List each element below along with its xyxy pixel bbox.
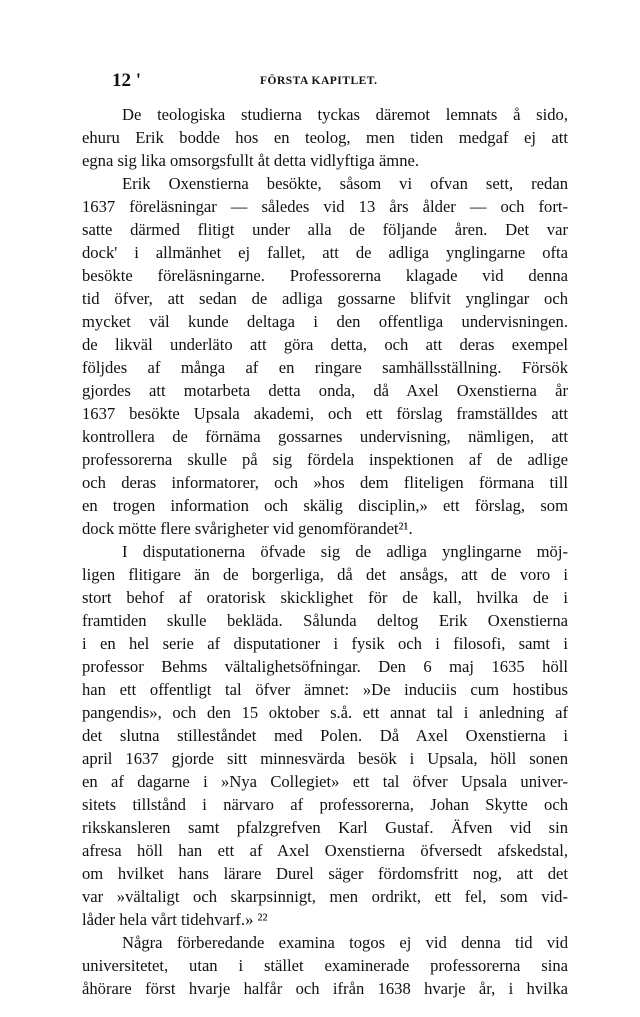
text-line: universitetet, utan i stället examinerade professorerna sina	[82, 956, 568, 975]
text-line: det slutna stilleståndet med Polen. Då Axel Oxenstierna i	[82, 726, 568, 745]
text-line: låder hela vårt tidehvarf.» ²²	[82, 910, 268, 929]
text-line: dock' i allmänhet ej fallet, att de adliga ynglingarne ofta	[82, 243, 568, 262]
body-text	[82, 103, 568, 1000]
text-line: ehuru Erik bodde hos en teolog, men tiden medgaf ej att	[82, 128, 568, 147]
running-title: FÖRSTA KAPITLET.	[260, 75, 378, 87]
text-line: följdes af många af en ringare samhällsställning. Försök	[82, 358, 568, 377]
page-header	[112, 70, 568, 94]
text-line: De teologiska studierna tyckas däremot lemnats å sido,	[122, 105, 568, 124]
text-line: tid öfver, att sedan de adliga gossarne blifvit ynglingar och	[82, 289, 568, 308]
text-line: professorerna skulle på sig fördela inspektionen af de adlige	[82, 450, 568, 469]
text-line: egna sig lika omsorgsfullt åt detta vidlyftiga ämne.	[82, 151, 420, 170]
text-line: och deras informatorer, och »hos dem fliteligen förmana till	[82, 473, 568, 492]
text-line: sitets tillstånd i närvaro af professorerna, Johan Skytte och	[82, 795, 568, 814]
text-line: en af dagarne i »Nya Collegiet» ett tal öfver Upsala univer-	[82, 772, 568, 791]
text-line: om hvilket hans lärare Durel säger fördomsfritt nog, att det	[82, 864, 568, 883]
page-number: 12 '	[112, 70, 142, 91]
text-line: 1637 besökte Upsala akademi, och ett förslag framställdes att	[82, 404, 568, 423]
text-line: I disputationerna öfvade sig de adliga ynglingarne möj-	[122, 542, 568, 561]
text-line: Några förberedande examina togos ej vid denna tid vid	[122, 933, 568, 952]
text-line: de likväl underläto att göra detta, och att deras exempel	[82, 335, 568, 354]
text-line: stort behof af oratorisk skicklighet för de kall, hvilka de i	[82, 588, 568, 607]
text-line: april 1637 gjorde sitt minnesvärda besök i Upsala, höll sonen	[82, 749, 568, 768]
text-line: pangendis», och den 15 oktober s.å. ett annat tal i anledning af	[82, 703, 568, 722]
text-line: besökte föreläsningarne. Professorerna klagade vid denna	[82, 266, 568, 285]
text-line: gjordes att motarbeta detta onda, då Axel Oxenstierna år	[82, 381, 568, 400]
text-line: i en hel serie af disputationer i fysik och i filosofi, samt i	[82, 634, 568, 653]
text-line: åhörare först hvarje halfår och ifrån 1638 hvarje år, i hvilka	[82, 979, 568, 998]
text-line: professor Behms vältalighetsöfningar. Den 6 maj 1635 höll	[82, 657, 568, 676]
text-line: Erik Oxenstierna besökte, såsom vi ofvan sett, redan	[122, 174, 568, 193]
text-line: han ett offentligt tal öfver ämnet: »De induciis cum hostibus	[82, 680, 568, 699]
text-line: kontrollera de förnäma gossarnes undervisning, nämligen, att	[82, 427, 568, 446]
text-line: satte därmed flitigt under alla de följande åren. Det var	[82, 220, 568, 239]
text-line: var »vältaligt och skarpsinnigt, men ordrikt, ett fel, som vid-	[82, 887, 568, 906]
text-line: en trogen information och skälig disciplin,» ett förslag, som	[82, 496, 568, 515]
text-line: rikskansleren samt pfalzgrefven Karl Gustaf. Äfven vid sin	[82, 818, 568, 837]
text-line: 1637 föreläsningar — således vid 13 års ålder — och fort-	[82, 197, 568, 216]
text-line: afresa höll han ett af Axel Oxenstierna öfversedt afskedstal,	[82, 841, 568, 860]
text-line: dock mötte flere svårigheter vid genomförandet²¹.	[82, 519, 413, 538]
text-line: framtiden skulle bekläda. Sålunda deltog Erik Oxenstierna	[82, 611, 568, 630]
text-line: ligen flitigare än de borgerliga, då det ansågs, att de voro i	[82, 565, 568, 584]
text-line: mycket väl kunde deltaga i den offentliga undervisningen.	[82, 312, 568, 331]
